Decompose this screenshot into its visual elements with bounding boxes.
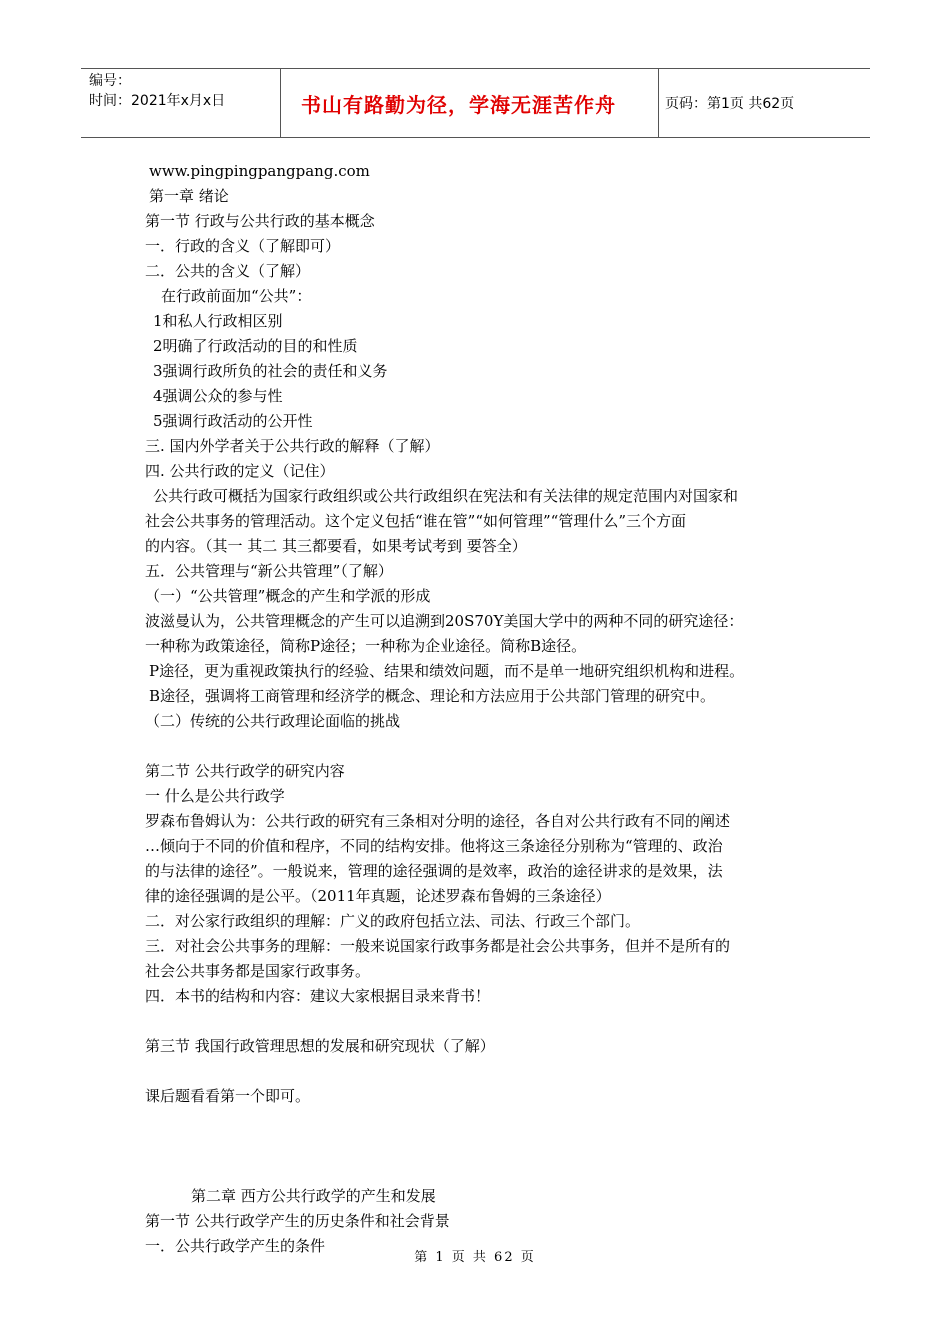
- document-body: [145, 159, 825, 1259]
- header-motto-cell: [281, 69, 659, 137]
- list-item: 3强调行政所负的社会的责任和义务: [153, 362, 388, 380]
- paragraph-line: 罗森布鲁姆认为：公共行政的研究有三条相对分明的途径，各自对公共行政有不同的阐述: [145, 812, 731, 830]
- chapter-heading: 第二章 西方公共行政学的产生和发展: [191, 1187, 436, 1205]
- blank-line: [145, 1009, 825, 1034]
- section-heading: 第一节 行政与公共行政的基本概念: [145, 212, 375, 230]
- text-line: （二）传统的公共行政理论面临的挑战: [145, 712, 401, 730]
- paragraph-line: 的内容。（其一 其二 其三都要看，如果考试考到 要答全）: [145, 537, 527, 555]
- section-heading: 第二节 公共行政学的研究内容: [145, 762, 345, 780]
- text-line: 在行政前面加“公共”：: [161, 287, 312, 305]
- section-heading: 第三节 我国行政管理思想的发展和研究现状（了解）: [145, 1037, 495, 1055]
- text-line: 一 什么是公共行政学: [145, 787, 285, 805]
- blank-line: [145, 1059, 825, 1084]
- text-line: 一．公共行政学产生的条件: [145, 1237, 326, 1255]
- list-item: 2明确了行政活动的目的和性质: [153, 337, 358, 355]
- header-meta: [81, 69, 281, 137]
- text-line: 二．对公家行政组织的理解：广义的政府包括立法、司法、行政三个部门。: [145, 912, 641, 930]
- paragraph-line: 社会公共事务的管理活动。这个定义包括“谁在管”“如何管理”“管理什么”三个方面: [145, 512, 687, 530]
- paragraph-line: 社会公共事务都是国家行政事务。: [145, 962, 371, 980]
- list-item: 5强调行政活动的公开性: [153, 412, 313, 430]
- blank-line: [145, 1109, 825, 1134]
- paragraph-line: …倾向于不同的价值和程序，不同的结构安排。他将这三条途径分别称为“管理的、政治: [145, 837, 723, 855]
- paragraph-line: 公共行政可概括为国家行政组织或公共行政组织在宪法和有关法律的规定范围内对国家和: [153, 487, 739, 505]
- paragraph-line: B途径，强调将工商管理和经济学的概念、理论和方法应用于公共部门管理的研究中。: [149, 687, 716, 705]
- document-number-label: 编号：: [89, 73, 131, 89]
- paragraph-line: 三．对社会公共事务的理解：一般来说国家行政事务都是社会公共事务，但并不是所有的: [145, 937, 731, 955]
- text-line: 二．公共的含义（了解）: [145, 262, 311, 280]
- list-item: 1和私人行政相区别: [153, 312, 283, 330]
- paragraph-line: 的与法律的途径”。一般说来，管理的途径强调的是效率，政治的途径讲求的是效果，法: [145, 862, 723, 880]
- section-heading: 第一节 公共行政学产生的历史条件和社会背景: [145, 1212, 450, 1230]
- text-line: 课后题看看第一个即可。: [145, 1087, 311, 1105]
- document-date-label: 时间：2021年x月x日: [89, 93, 226, 109]
- website-url: www.pingpingpangpang.com: [149, 162, 370, 180]
- text-line: 一．行政的含义（了解即可）: [145, 237, 341, 255]
- text-line: 三. 国内外学者关于公共行政的解释（了解）: [145, 437, 440, 455]
- page-header: [81, 68, 870, 138]
- header-page-cell: [659, 69, 870, 137]
- paragraph-line: 律的途径强调的是公平。（2011年真题，论述罗森布鲁姆的三条途径）: [145, 887, 611, 905]
- chapter-heading: 第一章 绪论: [149, 187, 229, 205]
- paragraph-line: 波滋曼认为，公共管理概念的产生可以追溯到20S70Y美国大学中的两种不同的研究途径：: [145, 612, 744, 630]
- header-page-number: 页码：第1页 共62页: [665, 96, 795, 112]
- page-footer: 第 1 页 共 62 页: [414, 1250, 536, 1265]
- text-line: 四. 公共行政的定义（记住）: [145, 462, 335, 480]
- text-line: 四．本书的结构和内容：建议大家根据目录来背书！: [145, 987, 491, 1005]
- blank-line: [145, 734, 825, 759]
- paragraph-line: P途径，更为重视政策执行的经验、结果和绩效问题，而不是单一地研究组织机构和进程。: [149, 662, 745, 680]
- text-line: 五．公共管理与“新公共管理”（了解）: [145, 562, 393, 580]
- blank-line: [145, 1159, 825, 1184]
- blank-line: [145, 1134, 825, 1159]
- text-line: （一）“公共管理”概念的产生和学派的形成: [145, 587, 431, 605]
- list-item: 4强调公众的参与性: [153, 387, 283, 405]
- header-motto: 书山有路勤为径，学海无涯苦作舟: [301, 92, 616, 117]
- paragraph-line: 一种称为政策途径，简称P途径；一种称为企业途径。简称B途径。: [145, 637, 587, 655]
